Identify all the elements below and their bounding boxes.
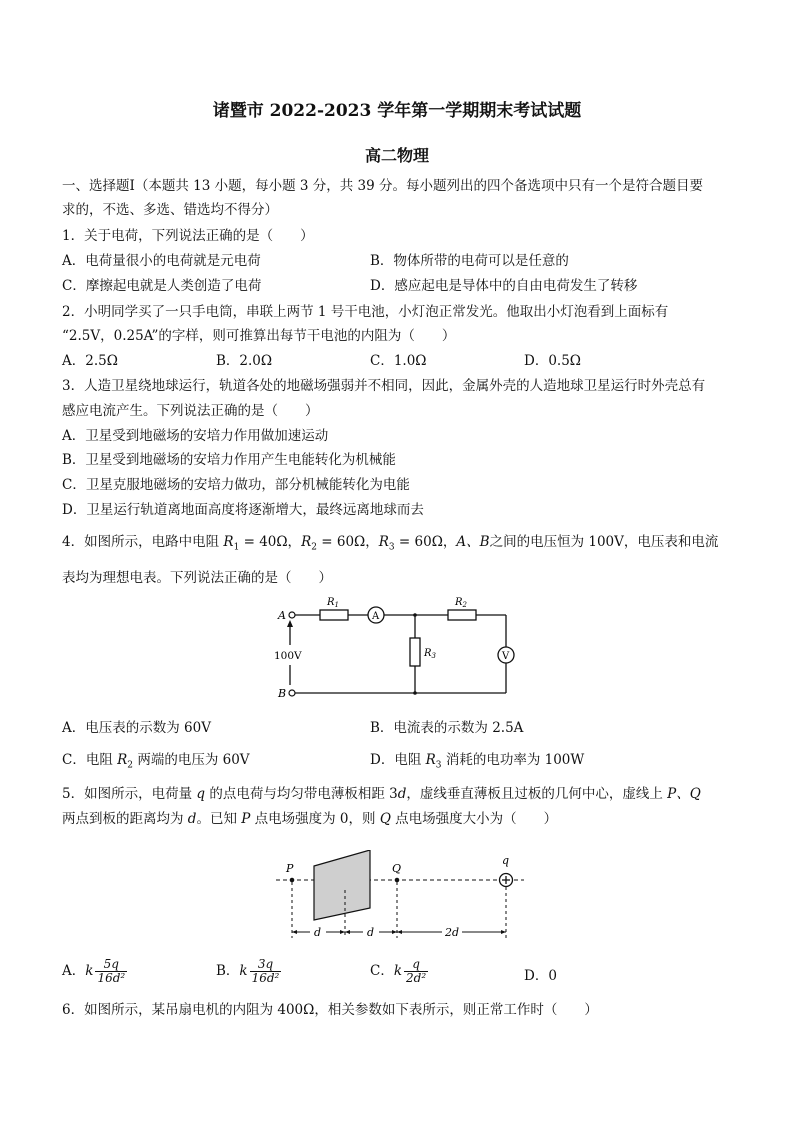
q4-stem-line1: 4．如图所示，电路中电阻 $R_1 = 40\Omega$，$R_2 = 60\Omega$，$R_3 = 60\Omega$，A、B之间的电压恒为 100V，电压表和电流 <box>62 534 719 553</box>
q1-option-c: C．摩擦起电就是人类创造了电荷 <box>62 278 262 294</box>
section-header-line1: 一、选择题Ⅰ（本题共 13 小题，每小题 3 分，共 39 分。每小题列出的四个备选项中只有一个是符合题目要 <box>62 178 704 194</box>
q4-option-c: C．电阻 $R_2$ 两端的电压为 60V <box>62 752 250 771</box>
label-d1: d <box>314 926 322 939</box>
q1-option-d: D．感应起电是导体中的自由电荷发生了转移 <box>370 278 638 294</box>
q4-option-a: A．电压表的示数为 60V <box>62 720 211 736</box>
q3-stem-line2: 感应电流产生。下列说法正确的是（ ） <box>62 403 319 419</box>
q5-charge-plate-diagram <box>270 850 530 942</box>
terminal-b <box>289 690 295 696</box>
q3-stem-line1: 3．人造卫星绕地球运行，轨道各处的地磁场强弱并不相同，因此，金属外壳的人造地球卫星运行时外壳总有 <box>62 378 706 394</box>
label-p: P <box>286 862 294 875</box>
q4-option-b: B．电流表的示数为 2.5A <box>370 720 524 736</box>
resistor-r2 <box>448 610 476 620</box>
label-b: B <box>278 687 287 700</box>
q2-stem-line1: 2．小明同学买了一只手电筒，串联上两节 1 号干电池，小灯泡正常发光。他取出小灯泡看到上面标有 <box>62 304 669 320</box>
label-r3: $R_3$ <box>424 648 436 660</box>
terminal-a <box>289 612 295 618</box>
resistor-r1 <box>320 610 348 620</box>
label-q: Q <box>392 862 402 875</box>
label-2d: 2d <box>445 926 460 939</box>
q3-option-a: A．卫星受到地磁场的安培力作用做加速运动 <box>62 428 329 444</box>
q1-option-b: B．物体所带的电荷可以是任意的 <box>370 253 569 269</box>
section-header-line2: 求的，不选、多选、错选均不得分） <box>62 202 278 218</box>
point-q <box>395 878 400 883</box>
q2-option-d: D．0.5Ω <box>524 353 581 369</box>
exam-title: 诸暨市 2022-2023 学年第一学期期末考试试题 <box>212 101 582 121</box>
charged-plate <box>314 850 370 920</box>
q4-option-d: D．电阻 $R_3$ 消耗的电功率为 100W <box>370 752 585 771</box>
label-r2: $R_2$ <box>455 597 467 609</box>
q5-stem-line2: 两点到板的距离均为 d。已知 P 点电场强度为 0，则 Q 点电场强度大小为（ ） <box>62 811 558 827</box>
q5-stem-line1: 5．如图所示，电荷量 q 的点电荷与均匀带电薄板相距 3d，虚线垂直薄板且过板的几何中心，虚线上 P、Q <box>62 786 701 802</box>
q5-option-a: A．k $\frac{5q}{\text{16d²}}$ <box>62 957 126 985</box>
q5-option-b: B．k $\frac{3q}{\text{16d²}}$ <box>216 957 280 985</box>
voltmeter-label: V <box>502 651 510 662</box>
q4-circuit-diagram <box>270 590 530 702</box>
exam-subtitle: 高二物理 <box>364 146 429 165</box>
label-charge: q <box>502 854 510 867</box>
q1-stem: 1．关于电荷，下列说法正确的是（ ） <box>62 228 314 244</box>
label-d2: d <box>367 926 375 939</box>
q2-option-a: A．2.5Ω <box>62 353 118 369</box>
label-voltage: 100V <box>274 650 302 662</box>
q6-stem: 6．如图所示，某吊扇电机的内阻为 400Ω，相关参数如下表所示，则正常工作时（ ） <box>62 1002 598 1018</box>
q3-option-b: B．卫星受到地磁场的安培力作用产生电能转化为机械能 <box>62 452 396 468</box>
q1-option-a: A．电荷量很小的电荷就是元电荷 <box>62 253 261 269</box>
q5-option-c: C．k $\frac{q}{\text{2d²}}$ <box>370 957 427 985</box>
q2-option-b: B．2.0Ω <box>216 353 273 369</box>
q2-option-c: C．1.0Ω <box>370 353 427 369</box>
q2-stem-line2: “2.5V，0.25A”的字样，则可推算出每节干电池的内阻为（ ） <box>62 328 456 344</box>
point-p <box>290 878 295 883</box>
resistor-r3 <box>410 638 420 666</box>
q5-option-d: D．0 <box>524 968 557 984</box>
q3-option-c: C．卫星克服地磁场的安培力做功，部分机械能转化为电能 <box>62 477 410 493</box>
q4-stem-line2: 表均为理想电表。下列说法正确的是（ ） <box>62 570 332 586</box>
q3-option-d: D．卫星运行轨道离地面高度将逐渐增大，最终远离地球而去 <box>62 502 424 518</box>
ammeter-label: A <box>372 611 380 622</box>
label-a: A <box>278 609 286 622</box>
label-r1: $R_1$ <box>327 597 339 609</box>
